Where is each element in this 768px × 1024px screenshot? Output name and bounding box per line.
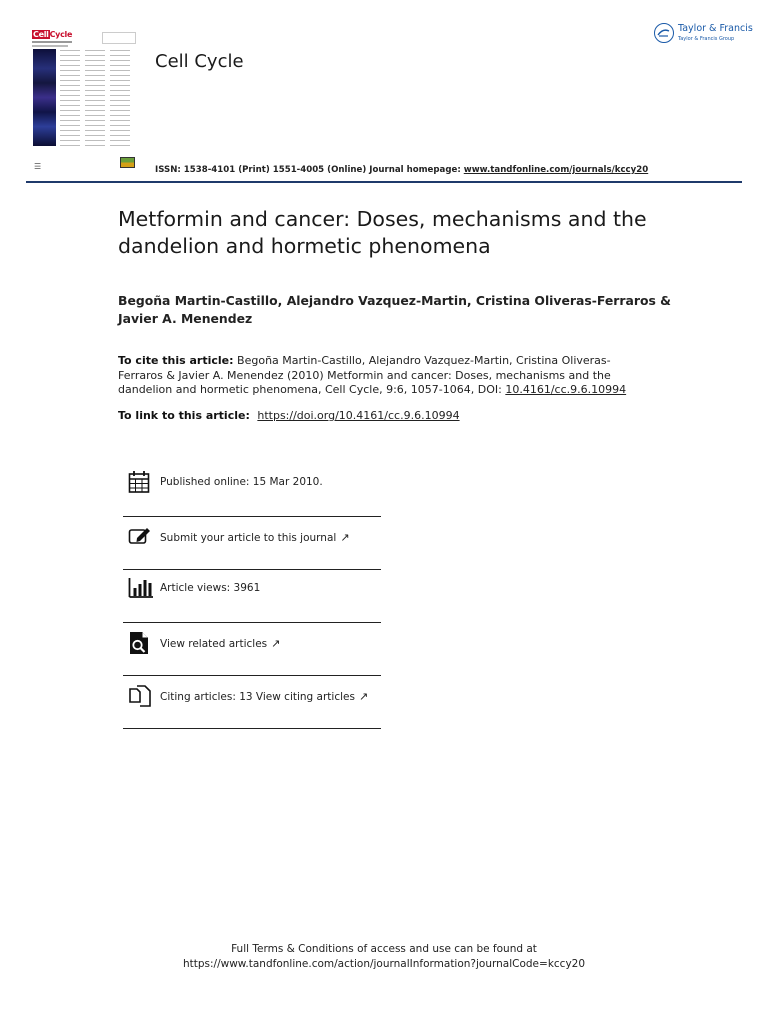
publisher-logo[interactable] bbox=[654, 22, 753, 46]
related-articles-row[interactable] bbox=[123, 623, 381, 676]
article-views-row bbox=[123, 570, 381, 623]
related-articles-link[interactable]: View related articles ↗ bbox=[160, 637, 281, 650]
row-divider bbox=[123, 728, 381, 730]
article-authors: Begoña Martin-Castillo, Alejandro Vazquez-Martin, Cristina Oliveras-Ferraros & Javier A. Menendez bbox=[118, 293, 671, 326]
doi-link[interactable]: 10.4161/cc.9.6.10994 bbox=[505, 383, 627, 396]
journal-cover-thumbnail bbox=[32, 30, 136, 148]
documents-icon bbox=[128, 684, 150, 706]
cover-decoration bbox=[102, 32, 136, 44]
cover-text-column bbox=[60, 50, 80, 146]
article-views-text: Article views: 3961 bbox=[160, 582, 261, 594]
journal-title: Cell Cycle bbox=[155, 51, 244, 72]
external-link-icon: ↗ bbox=[340, 531, 350, 544]
external-link-icon: ↗ bbox=[358, 690, 369, 703]
journal-homepage-link[interactable]: www.tandfonline.com/journals/kccy20 bbox=[463, 165, 649, 175]
submit-article-row[interactable] bbox=[123, 517, 381, 570]
small-logo-icon: ☰ bbox=[34, 162, 42, 171]
issn-line: ISSN: 1538-4101 (Print) 1551-4005 (Online) Journal homepage: www.tandfonline.com/journals/kccy20 bbox=[155, 165, 649, 175]
published-online-row bbox=[123, 464, 381, 517]
citation-block bbox=[118, 354, 648, 398]
publisher-logo-icon bbox=[654, 23, 674, 43]
article-title: Metformin and cancer: Doses, mechanisms and the dandelion and hormetic phenomena bbox=[118, 207, 647, 258]
cite-text: Begoña Martin-Castillo, Alejandro Vazquez-Martin, Cristina Oliveras-Ferraros & Javier A. Menendez (2010) Metformin and cancer: Doses, mechanisms and the dandelion and hormetic phenomena, Cell Cycle, 9:6, 1057-1064, DOI: bbox=[118, 354, 611, 396]
citing-articles-link[interactable]: Citing articles: 13 View citing articles ↗ bbox=[160, 690, 369, 703]
bar-chart-icon bbox=[128, 577, 150, 599]
search-document-icon bbox=[128, 631, 150, 653]
calendar-icon bbox=[128, 470, 150, 492]
cover-decoration bbox=[32, 41, 72, 43]
publisher-group: Taylor & Francis Group bbox=[678, 36, 735, 42]
link-label: To link to this article: bbox=[118, 409, 250, 422]
cover-logo: CellCycle bbox=[33, 30, 73, 39]
terms-footer bbox=[0, 942, 768, 971]
header-divider bbox=[26, 181, 742, 183]
article-url-link[interactable]: https://doi.org/10.4161/cc.9.6.10994 bbox=[257, 409, 460, 422]
publisher-name: Taylor & Francis bbox=[678, 23, 753, 34]
crossmark-icon bbox=[120, 157, 135, 168]
cover-text-column bbox=[110, 50, 130, 146]
submit-article-link[interactable]: Submit your article to this journal ↗ bbox=[160, 531, 350, 544]
terms-url[interactable]: https://www.tandfonline.com/action/journalInformation?journalCode=kccy20 bbox=[182, 957, 586, 970]
cover-decoration bbox=[32, 45, 68, 47]
article-link-line bbox=[118, 409, 460, 422]
external-link-icon: ↗ bbox=[271, 637, 281, 650]
cite-label: To cite this article: bbox=[118, 354, 234, 367]
published-online-text: Published online: 15 Mar 2010. bbox=[160, 476, 323, 488]
edit-icon bbox=[128, 525, 150, 547]
cover-image bbox=[33, 49, 56, 146]
citing-articles-row[interactable] bbox=[123, 676, 381, 729]
terms-line: Full Terms & Conditions of access and use can be found at bbox=[231, 943, 537, 955]
cover-text-column bbox=[85, 50, 105, 146]
